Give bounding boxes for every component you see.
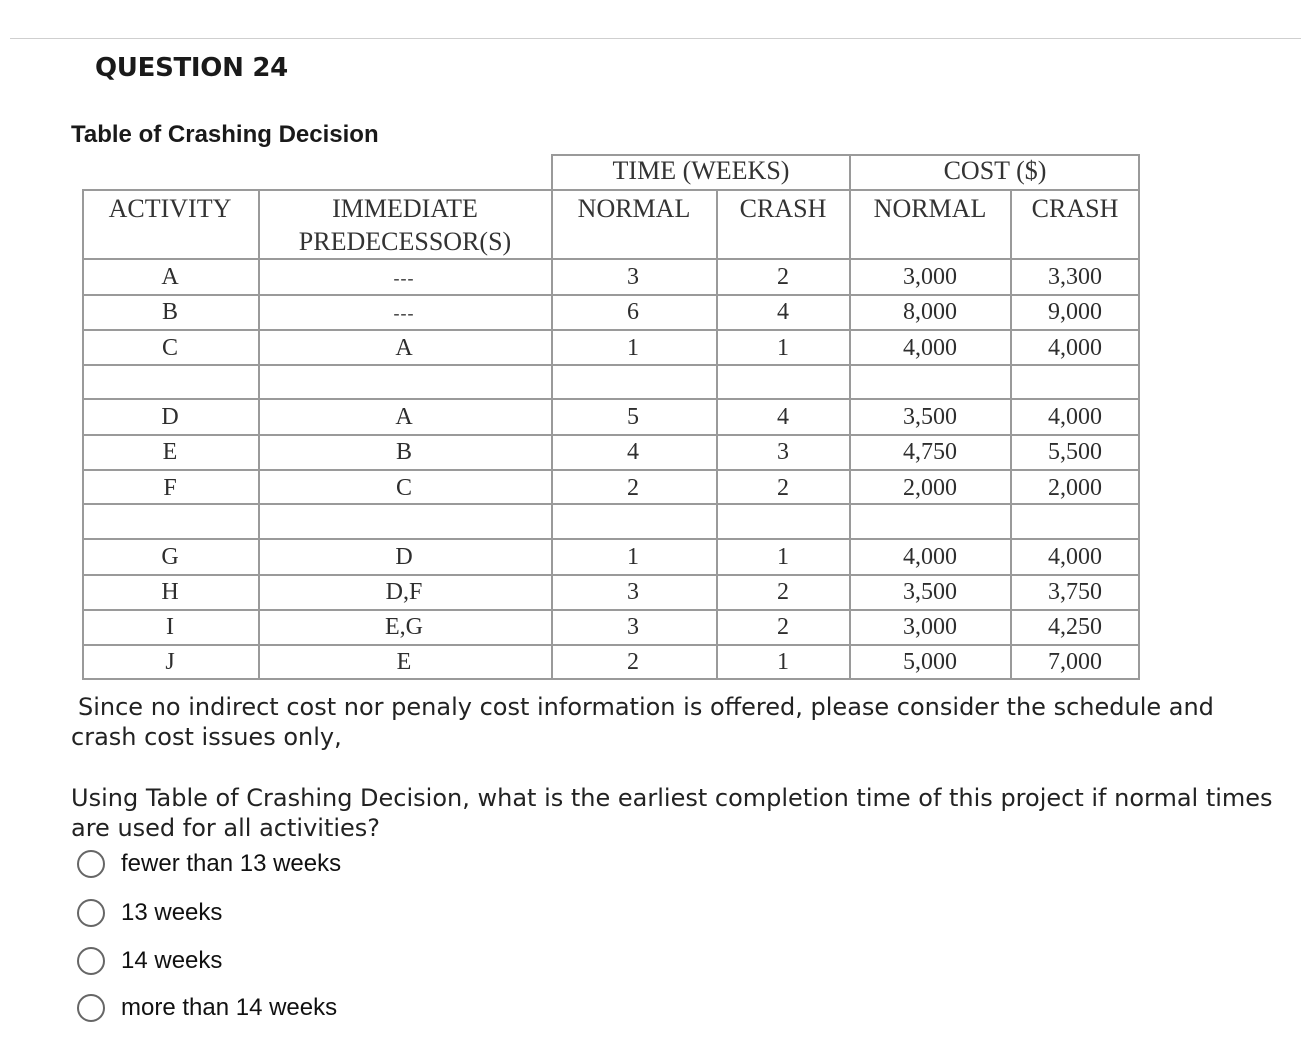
table-rule bbox=[1138, 154, 1140, 680]
table-rule bbox=[82, 189, 1140, 191]
cost-header: COST ($) bbox=[943, 156, 1047, 185]
cost-crash-cell: 4,000 bbox=[1048, 544, 1102, 570]
time-normal-cell: 1 bbox=[627, 544, 639, 570]
cost-normal-header: NORMAL bbox=[873, 194, 987, 223]
table-rule bbox=[82, 364, 1140, 366]
option-fewer-than-13[interactable] bbox=[77, 847, 341, 881]
time-crash-cell: 4 bbox=[777, 299, 789, 325]
option-label: fewer than 13 weeks bbox=[121, 850, 342, 877]
table-rule bbox=[82, 258, 1140, 260]
cost-crash-header: CRASH bbox=[1031, 194, 1119, 223]
predecessor-cell: E bbox=[396, 649, 412, 675]
time-normal-cell: 5 bbox=[627, 404, 639, 430]
option-13-weeks[interactable] bbox=[77, 896, 222, 930]
time-weeks-header: TIME (WEEKS) bbox=[612, 156, 790, 185]
time-crash-cell: 2 bbox=[777, 579, 789, 605]
note-text: Since no indirect cost nor penaly cost information is offered, please consider the schedule and crash cost issues only, bbox=[71, 693, 1214, 751]
predecessor-cell: D bbox=[395, 544, 413, 570]
time-normal-cell: 2 bbox=[627, 475, 639, 501]
table-rule bbox=[849, 154, 851, 680]
table-rule bbox=[82, 574, 1140, 576]
time-crash-cell: 1 bbox=[777, 649, 789, 675]
time-crash-cell: 2 bbox=[777, 475, 789, 501]
activity-cell: J bbox=[165, 649, 175, 675]
radio-button[interactable] bbox=[77, 899, 105, 927]
time-crash-cell: 2 bbox=[777, 614, 789, 640]
option-14-weeks[interactable] bbox=[77, 944, 222, 978]
radio-button[interactable] bbox=[77, 994, 105, 1022]
activity-cell: C bbox=[161, 335, 179, 361]
time-normal-header: NORMAL bbox=[577, 194, 691, 223]
activity-cell: E bbox=[162, 439, 178, 465]
cost-normal-cell: 2,000 bbox=[903, 475, 957, 501]
table-rule bbox=[551, 154, 553, 680]
predecessor-cell: --- bbox=[393, 303, 415, 323]
table-title: Table of Crashing Decision bbox=[71, 121, 379, 148]
option-label: 14 weeks bbox=[121, 947, 223, 974]
cost-crash-cell: 4,000 bbox=[1048, 404, 1102, 430]
table-rule bbox=[82, 644, 1140, 646]
predecessor-header-line2: PREDECESSOR(S) bbox=[298, 227, 512, 256]
table-rule bbox=[82, 398, 1140, 400]
table-rule bbox=[82, 329, 1140, 331]
cost-normal-cell: 8,000 bbox=[903, 299, 957, 325]
cost-normal-cell: 4,750 bbox=[903, 439, 957, 465]
cost-crash-cell: 3,750 bbox=[1048, 579, 1102, 605]
time-normal-cell: 3 bbox=[627, 579, 639, 605]
cost-crash-cell: 2,000 bbox=[1048, 475, 1102, 501]
predecessor-cell: B bbox=[395, 439, 413, 465]
predecessor-cell: D,F bbox=[385, 579, 423, 605]
activity-cell: A bbox=[161, 264, 179, 290]
table-rule bbox=[82, 434, 1140, 436]
cost-normal-cell: 5,000 bbox=[903, 649, 957, 675]
time-crash-cell: 4 bbox=[777, 404, 789, 430]
activity-cell: F bbox=[163, 475, 177, 501]
option-label: more than 14 weeks bbox=[121, 994, 338, 1021]
table-rule bbox=[82, 609, 1140, 611]
activity-header: ACTIVITY bbox=[108, 194, 232, 223]
cost-normal-cell: 3,000 bbox=[903, 264, 957, 290]
activity-cell: G bbox=[161, 544, 179, 570]
time-crash-cell: 1 bbox=[777, 335, 789, 361]
cost-crash-cell: 5,500 bbox=[1048, 439, 1102, 465]
time-crash-cell: 3 bbox=[777, 439, 789, 465]
time-normal-cell: 1 bbox=[627, 335, 639, 361]
cost-normal-cell: 3,500 bbox=[903, 404, 957, 430]
time-normal-cell: 2 bbox=[627, 649, 639, 675]
time-crash-cell: 2 bbox=[777, 264, 789, 290]
table-rule bbox=[82, 503, 1140, 505]
cost-normal-cell: 3,500 bbox=[903, 579, 957, 605]
time-normal-cell: 3 bbox=[627, 614, 639, 640]
table-rule bbox=[1010, 189, 1012, 680]
cost-crash-cell: 4,000 bbox=[1048, 335, 1102, 361]
table-rule bbox=[82, 469, 1140, 471]
predecessor-cell: C bbox=[395, 475, 413, 501]
question-prompt: Using Table of Crashing Decision, what is the earliest completion time of this project if normal times are used for all activities? bbox=[71, 784, 1273, 842]
question-title: QUESTION 24 bbox=[95, 53, 288, 83]
cost-normal-cell: 4,000 bbox=[903, 544, 957, 570]
cost-normal-cell: 4,000 bbox=[903, 335, 957, 361]
cost-crash-cell: 7,000 bbox=[1048, 649, 1102, 675]
cost-crash-cell: 3,300 bbox=[1048, 264, 1102, 290]
cost-normal-cell: 3,000 bbox=[903, 614, 957, 640]
cost-crash-cell: 4,250 bbox=[1048, 614, 1102, 640]
predecessor-cell: E,G bbox=[385, 614, 423, 640]
activity-cell: I bbox=[166, 614, 174, 640]
radio-button[interactable] bbox=[77, 850, 105, 878]
radio-button[interactable] bbox=[77, 947, 105, 975]
activity-cell: D bbox=[161, 404, 179, 430]
predecessor-cell: A bbox=[395, 404, 413, 430]
time-normal-cell: 4 bbox=[627, 439, 639, 465]
time-normal-cell: 6 bbox=[627, 299, 639, 325]
table-rule bbox=[716, 189, 718, 680]
time-normal-cell: 3 bbox=[627, 264, 639, 290]
table-rule bbox=[82, 538, 1140, 540]
table-rule bbox=[258, 189, 260, 680]
time-crash-cell: 1 bbox=[777, 544, 789, 570]
table-rule bbox=[82, 294, 1140, 296]
table-rule bbox=[82, 189, 84, 680]
table-rule bbox=[82, 678, 1140, 680]
predecessor-cell: --- bbox=[393, 268, 415, 288]
activity-cell: B bbox=[161, 299, 179, 325]
predecessor-cell: A bbox=[395, 335, 413, 361]
cost-crash-cell: 9,000 bbox=[1048, 299, 1102, 325]
option-more-than-14[interactable] bbox=[77, 991, 337, 1025]
time-crash-header: CRASH bbox=[739, 194, 827, 223]
activity-cell: H bbox=[161, 579, 179, 605]
option-label: 13 weeks bbox=[121, 899, 223, 926]
predecessor-header-line1: IMMEDIATE bbox=[332, 194, 478, 223]
